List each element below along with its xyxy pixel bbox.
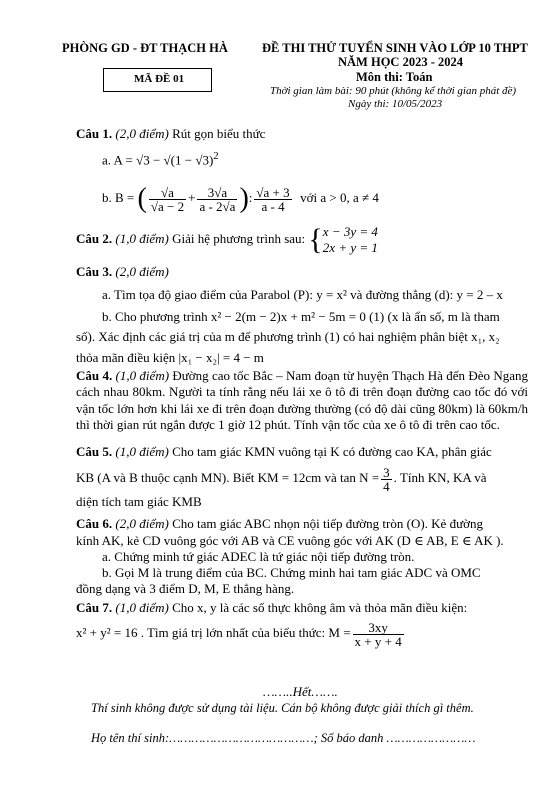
q2-text: Giải hệ phương trình sau: — [172, 231, 306, 246]
q1-part-a: a. $A = √3 - √(1 - √3)^2$ — [102, 150, 219, 168]
exam-code-box — [103, 68, 212, 92]
q3-label: Câu 3 — [76, 264, 109, 279]
end-marker: ……..Hết……. — [263, 684, 338, 699]
exam-date: Ngày thi: 10/05/2023 — [348, 98, 443, 110]
q1-b-prefix: b. B = — [102, 190, 135, 205]
q5-line-2 — [76, 463, 487, 493]
q3-part-b-line1: b. Cho phương trình x² − 2(m − 2)x + m² − 5m = 0 (1) (x là ẩn số, m là tham — [102, 309, 500, 324]
q5-text-2b: . Tính KN, KA và — [393, 470, 487, 485]
q2-points: (1,0 điểm) — [115, 231, 169, 246]
q3-part-a: a. Tìm tọa độ giao điểm của Parabol (P): y = x² và đường thẳng (d): y = 2 – x — [102, 287, 503, 302]
q5-label: Câu 5 — [76, 444, 109, 459]
q3-part-b-line3: thỏa mãn điều kiện |x₁ − x₂| = 4 − m — [76, 350, 264, 365]
department-name: PHÒNG GD - ĐT THẠCH HÀ — [62, 41, 228, 55]
q1-label: Câu 1 — [76, 126, 109, 141]
question-4: Câu 4. (1,0 điểm) Đường cao tốc Bắc – Nam đoạn từ huyện Thạch Hà đến Đèo Ngang cách nhau 80km. Người ta tính rằng nếu lái xe ô tô đi trên đoạn đường cao tốc đó với vận tốc lớn hơn khi lái xe đi trên đoạn đường thường (có độ dài cũng 80km) là 60km/h thì thời gian rút ngắn được 1 giờ 12 phút. Tính vận tốc của xe ô tô đi trên cao tốc. — [76, 368, 529, 432]
q6-part-a: a. Chứng minh tứ giác ADEC là tứ giác nội tiếp đường tròn. — [102, 549, 415, 564]
subject: Môn thi: Toán — [356, 70, 433, 84]
q2-equation-2: 2x + y = 1 — [322, 240, 378, 256]
q7-points: (1,0 điểm) — [115, 600, 169, 615]
q6-part-b-line1: b. Gọi M là trung điểm của BC. Chứng minh hai tam giác ADC và OMC — [102, 565, 481, 580]
q6-points: (2,0 điểm) — [115, 516, 169, 531]
q5-text-2a: KB (A và B thuộc cạnh MN). Biết KM = 12cm và tan N = — [76, 470, 380, 485]
q7-text-2: x² + y² = 16 . Tìm giá trị lớn nhất của biểu thức: M = — [76, 625, 351, 640]
q1-a-prefix: a. A = — [102, 152, 133, 168]
question-6: Câu 6. (2,0 điểm) Cho tam giác ABC nhọn nội tiếp đường tròn (O). Kẻ đường — [76, 516, 483, 531]
q3-points: (2,0 điểm) — [115, 264, 169, 279]
q6-part-b-line2: đồng dạng và 3 điểm D, M, E thẳng hàng. — [76, 581, 295, 596]
q3-part-b-line2: số). Xác định các giá trị của m để phương trình (1) có hai nghiệm phân biệt x₁, x₂ — [76, 329, 500, 344]
q4-label: Câu 4 — [76, 368, 109, 383]
school-year: NĂM HỌC 2023 - 2024 — [338, 55, 463, 69]
q7-line-2 — [76, 617, 406, 649]
q6-text-1: Cho tam giác ABC nhọn nội tiếp đường tròn (O). Kẻ đường — [172, 516, 483, 531]
time-allowed: Thời gian làm bài: 90 phút (không kể thời gian phát đề) — [270, 85, 517, 97]
q4-text: Đường cao tốc Bắc – Nam đoạn từ huyện Thạch Hà đến Đèo Ngang cách nhau 80km. Người ta tính rằng nếu lái xe ô tô đi trên đoạn đường cao tốc đó với vận tốc lớn hơn khi lái xe đi trên đoạn đường thường (có độ dài cũng 80km) là 60km/h thì thời gian rút ngắn được 1 giờ 12 phút. Tính vận tốc của xe ô tô đi trên cao tốc. — [76, 368, 529, 432]
q1-b-condition: với a > 0, a ≠ 4 — [300, 190, 379, 205]
q5-text-1: Cho tam giác KMN vuông tại K có đường cao KA, phân giác — [172, 444, 492, 459]
q7-frac-denominator: x + y + 4 — [354, 633, 402, 649]
q2-equation-1: x − 3y = 4 — [322, 224, 378, 240]
q6-label: Câu 6 — [76, 516, 109, 531]
q6-line-2: kính AK, kẻ CD vuông góc với AB và CE vuông góc với AK (D ∈ AB, E ∈ AK ). — [76, 533, 504, 548]
q7-frac-numerator: 3xy — [353, 621, 404, 635]
q5-frac-numerator: 3 — [383, 464, 390, 480]
q1-part-b: b. B = ( $\frac{√a}{√a - 2}$ + $\frac{3√a}{a - 2√a}$ ): $\frac{√a + 3}{a - 4}$ với a > 0, a ≠ 4 — [102, 183, 379, 215]
q4-points: (1,0 điểm) — [115, 368, 170, 383]
q2-label: Câu 2 — [76, 231, 109, 246]
question-2: Câu 2. (1,0 điểm) Giải hệ phương trình sau: { x − 3y = 4 2x + y = 1 — [76, 223, 378, 257]
footer-note: Thí sinh không được sử dụng tài liệu. Cán bộ không được giải thích gì thêm. — [91, 701, 474, 715]
q1-points: (2,0 điểm) — [115, 126, 169, 141]
q7-label: Câu 7 — [76, 600, 109, 615]
q1-text: Rút gọn biểu thức — [172, 126, 266, 141]
question-5: Câu 5. (1,0 điểm) Cho tam giác KMN vuông tại K có đường cao KA, phân giác — [76, 444, 492, 459]
exam-title: ĐỀ THI THỬ TUYỂN SINH VÀO LỚP 10 THPT — [262, 41, 528, 55]
q5-points: (1,0 điểm) — [115, 444, 169, 459]
q5-line-3: diện tích tam giác KMB — [76, 494, 202, 509]
question-3: Câu 3. (2,0 điểm) — [76, 264, 169, 279]
question-1: Câu 1. (2,0 điểm) Rút gọn biểu thức — [76, 126, 266, 141]
q7-text-1: Cho x, y là các số thực không âm và thỏa mãn điều kiện: — [172, 600, 468, 615]
question-7: Câu 7. (1,0 điểm) Cho x, y là các số thực không âm và thỏa mãn điều kiện: — [76, 600, 468, 615]
q5-frac-denominator: 4 — [383, 478, 390, 494]
candidate-info: Họ tên thí sinh:…………………………………; Số báo danh …………………… — [91, 731, 476, 745]
exam-code: MÃ ĐỀ 01 — [134, 73, 185, 85]
